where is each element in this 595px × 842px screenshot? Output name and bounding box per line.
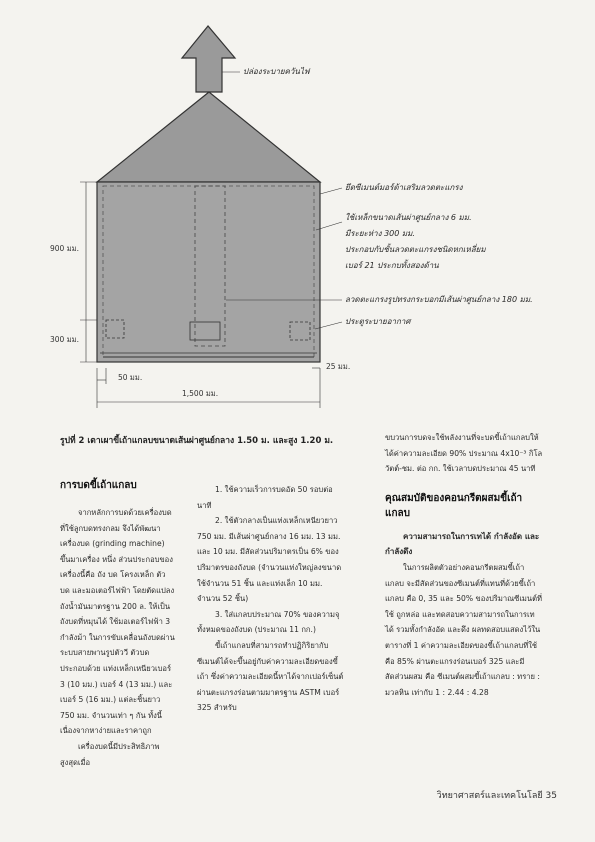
page-footer: วิทยาศาสตร์และเทคโนโลยี 35: [436, 791, 557, 801]
figure-caption: รูปที่ 2 เตาเผาขี้เถ้าแกลบขนาดเส้นผ่าศูนย์กลาง 1.50 ม. และสูง 1.20 ม.: [60, 436, 334, 446]
col2-paragraph-4: ขี้เถ้าแกลบที่สามารถทำปฏิกิริยากับซีเมนต์ได้จะขึ้นอยู่กับค่าความละเอียดของขี้เถ้า ซึ่งค่าความละเอียดนี้หาได้จากเปอร์เซ็นต์ผ่านตะแกรงร่อนตามมาตรฐาน ASTM เบอร์ 325 สำหรับ: [197, 640, 344, 713]
column-1: [60, 478, 175, 770]
label-tube: ลวดตะแกรงรูปทรงกระบอกมีเส้นผ่าศูนย์กลาง 180 มม.: [345, 295, 533, 304]
col2-item-2: 2. ใช้ตัวกลางเป็นแท่งเหล็กเหนียวยาว 750 มม. มีเส้นผ่าศูนย์กลาง 16 มม. 13 มม. และ 10 มม. มีสัดส่วนปริมาตรเป็น 6% ของปริมาตรของถังบด (จำนวนแท่งใหญ่ลงขนาด ใช้จำนวน 51 ชิ้น และแท่งเล็ก 10 มม. จำนวน 52 ชิ้น): [197, 516, 342, 604]
label-steel-1: ใช้เหล็กขนาดเส้นผ่าศูนย์กลาง 6 มม.: [345, 213, 472, 222]
heading-concrete: คุณสมบัติของคอนกรีตผสมขี้เถ้าแกลบ: [385, 492, 523, 519]
dim-50: 50 มม.: [118, 373, 143, 382]
dim-900: 900 มม.: [50, 244, 79, 253]
col2-item-1: 1. ใช้ความเร็วการบดอัด 50 รอบต่อนาที: [197, 485, 333, 510]
label-steel-2: มีระยะห่าง 300 มม.: [345, 229, 415, 238]
dim-300: 300 มม.: [50, 335, 79, 344]
col2-item-3: 3. ใส่แกลบประมาณ 70% ของความจุทั้งหมดของถังบด (ประมาณ 11 กก.): [197, 609, 340, 635]
label-steel-4: เบอร์ 21 ประกบทั้งสองด้าน: [345, 261, 439, 270]
roof-shape: [97, 92, 320, 182]
label-chimney: ปล่องระบายควันไฟ: [243, 67, 310, 76]
heading-grinding: การบดขี้เถ้าแกลบ: [60, 480, 137, 491]
label-steel-3: ประกอบกับชั้นลวดตะแกรงชนิดหกเหลี่ยม: [345, 245, 486, 254]
col3-paragraph-1: ขบวนการบดจะใช้พลังงานที่จะบดขี้เถ้าแกลบให้ได้ค่าความละเอียด 90% ประมาณ 4x10⁻³ กิโลวัตต์-ชม. ต่อ กก. ใช้เวลาบดประมาณ 45 นาที: [385, 433, 543, 474]
label-mortar: ยึดซีเมนต์มอร์ต้าเสริมลวดตะแกรง: [345, 183, 463, 192]
subheading-workability: ความสามารถในการเทได้ กำลังอัด และกำลังดึง: [385, 531, 540, 557]
label-vent: ประตูระบายอากาศ: [345, 317, 411, 326]
col3-paragraph-2: ในการผลิตตัวอย่างคอนกรีตผสมขี้เถ้าแกลบ จะมีสัดส่วนของซีเมนต์ที่แทนที่ด้วยขี้เถ้าแกลบ คือ 0, 35 และ 50% ของปริมาณซีเมนต์ที่ใช้ ถูกหล่อ และทดสอบความสามารถในการเทได้ รวมทั้งกำลังอัด และดึง ผลทดสอบแสดงไว้ในตารางที่ 1 ค่าความละเอียดของขี้เถ้าแกลบที่ใช้ คือ 85% ผ่านตะแกรงร่อนเบอร์ 325 และมีสัดส่วนผสม คือ ซีเมนต์ผสมขี้เถ้าแกลบ : ทราย : มวลหิน เท่ากับ 1 : 2.44 : 4.28: [385, 562, 543, 697]
dim-1500: 1,500 มม.: [182, 389, 219, 398]
dim-25: 25 มม.: [326, 362, 351, 371]
kiln-wall: [97, 182, 320, 362]
column-2: [197, 482, 347, 716]
column-3: [385, 430, 543, 700]
chimney-shape: [182, 26, 235, 92]
col1-paragraph-2: เครื่องบดนี้มีประสิทธิภาพสูงสุดเมื่อ: [60, 741, 160, 767]
col1-paragraph-1: จากหลักการบดด้วยเครื่องบดที่ใช้ลูกบดทรงกลม จึงได้พัฒนาเครื่องบด (grinding machine) ขึ้นมาเครื่อง หนึ่ง ส่วนประกอบของเครื่องนี้คือ ถัง บด โครงเหล็ก ตัวบด และมอเตอร์ไฟฟ้า โดยตัดแปลงถังน้ำมันมาตรฐาน 200 ล. ให้เป็นถังบดที่หมุนได้ ใช้มอเตอร์ไฟฟ้า 3 กำลังม้า ในการขับเคลื่อนถังบดผ่านระบบสายพานรูปตัววี ตัวบดประกอบด้วย แท่งเหล็กเหนียวเบอร์ 3 (10 มม.) เบอร์ 4 (13 มม.) และเบอร์ 5 (16 มม.) แต่ละชิ้นยาว 750 มม. จำนวนเท่า ๆ กัน ทั้งนี้เนื่องจากหาง่ายและราคาถูก: [60, 508, 175, 736]
